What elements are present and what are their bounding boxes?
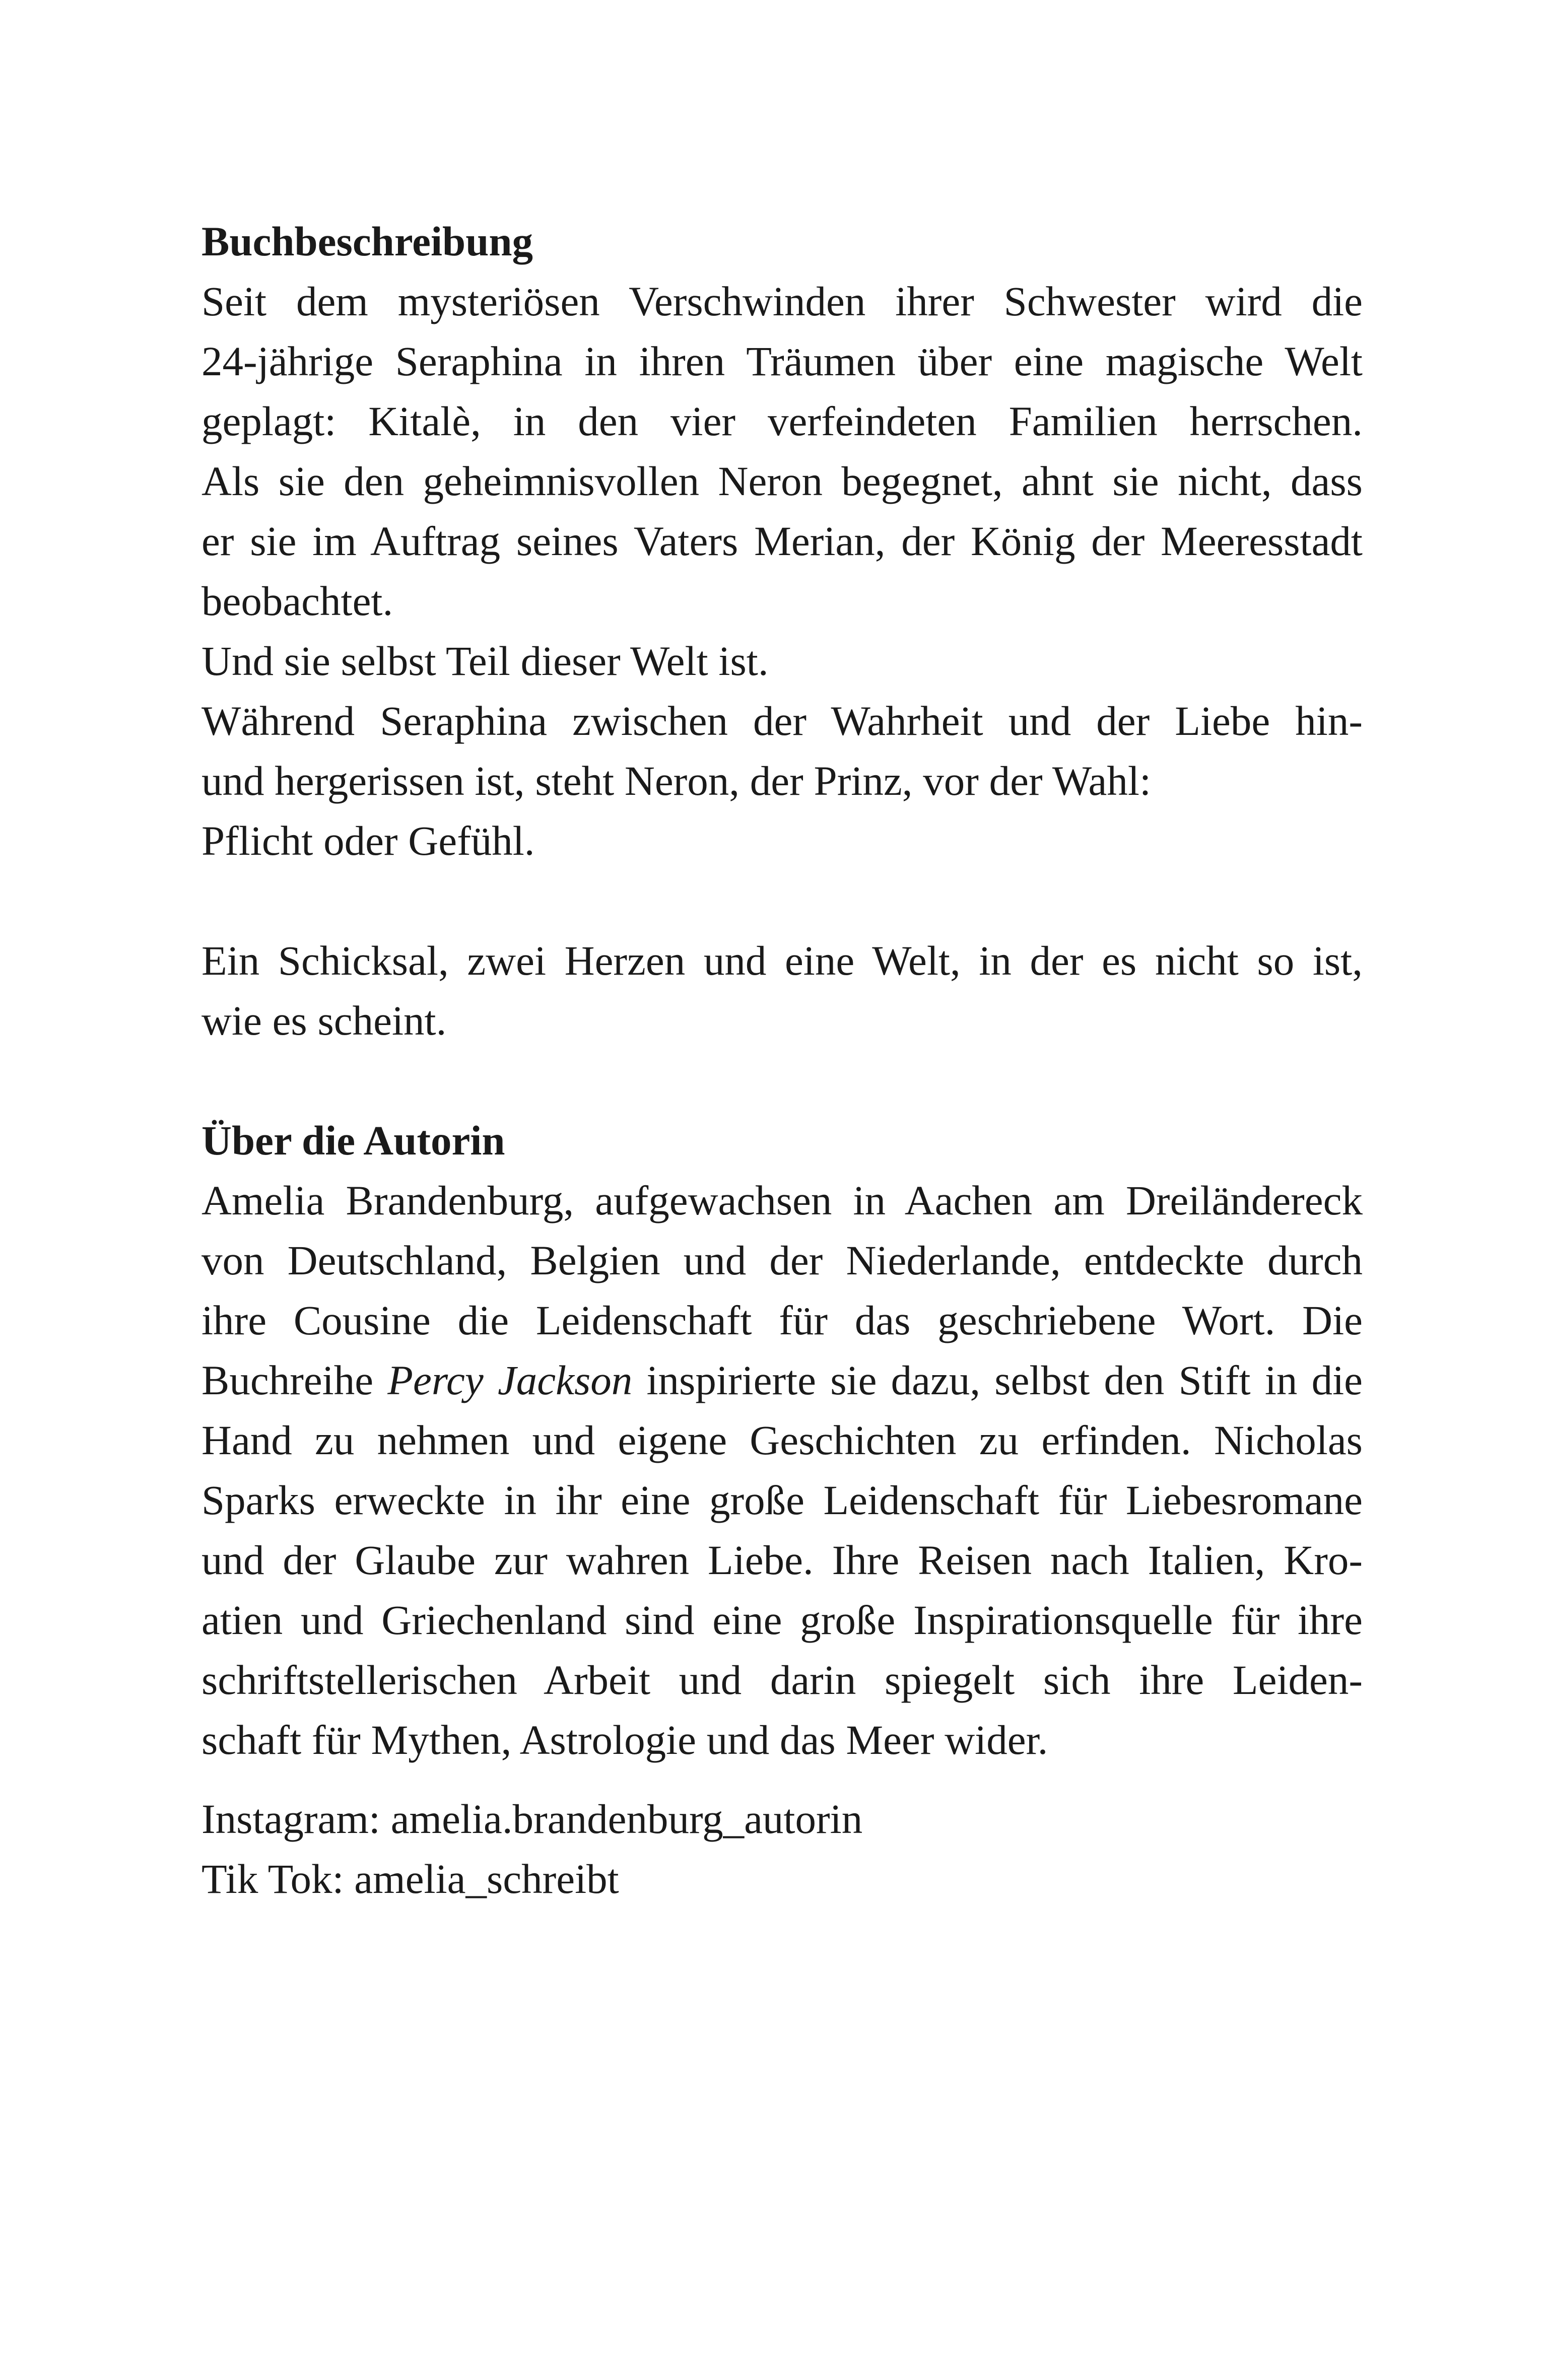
description-line-7: Und sie selbst Teil dieser Welt ist. [201,638,769,684]
author-line-1: Amelia Brandenburg, aufgewachsen in Aachen am Dreiländereck [201,1177,1363,1223]
author-line-4 [201,1350,1363,1410]
description-line-2: 24-jährige Seraphina in ihren Träumen über eine magische Welt [201,338,1363,384]
description-line-5: er sie im Auftrag seines Vaters Merian, der König der Meeresstadt [201,518,1363,564]
description-line-10: Pflicht oder Gefühl. [201,818,535,864]
instagram-handle: Instagram: amelia.brandenburg_autorin [201,1796,863,1842]
description-line-4: Als sie den geheimnisvollen Neron begegnet, ahnt sie nicht, dass [201,458,1363,504]
closing-line-2: wie es scheint. [201,997,447,1044]
section-spacer [201,1051,1363,1111]
tiktok-handle: Tik Tok: amelia_schreibt [201,1856,619,1902]
description-heading: Buchbeschreibung [201,218,533,264]
author-line-2: von Deutschland, Belgien und der Niederlande, entdeckte durch [201,1237,1363,1283]
author-line-4-before: Buchreihe [201,1357,388,1403]
description-line-9: und hergerissen ist, steht Neron, der Prinz, vor der Wahl: [201,758,1152,804]
description-line-6: beobachtet. [201,578,393,624]
paragraph-spacer [201,871,1363,931]
book-series-title: Percy Jackson [387,1357,633,1403]
author-line-8: atien und Griechenland sind eine große Inspirationsquelle für ihre [201,1597,1363,1643]
author-line-9: schriftstellerischen Arbeit und darin spiegelt sich ihre Leiden- [201,1657,1363,1703]
author-line-7: und der Glaube zur wahren Liebe. Ihre Reisen nach Italien, Kro- [201,1537,1363,1583]
author-line-3: ihre Cousine die Leidenschaft für das geschriebene Wort. Die [201,1297,1363,1343]
author-line-10: schaft für Mythen, Astrologie und das Meer wider. [201,1717,1048,1763]
social-spacer [201,1770,1363,1789]
author-line-5: Hand zu nehmen und eigene Geschichten zu erfinden. Nicholas [201,1417,1363,1463]
description-line-8: Während Seraphina zwischen der Wahrheit und der Liebe hin- [201,698,1363,744]
author-line-4-after: inspirierte sie dazu, selbst den Stift in die [632,1357,1363,1403]
page-content [201,212,1363,1909]
author-heading: Über die Autorin [201,1117,505,1164]
author-line-6: Sparks erweckte in ihr eine große Leidenschaft für Liebesromane [201,1477,1363,1523]
closing-line-1: Ein Schicksal, zwei Herzen und eine Welt, in der es nicht so ist, [201,937,1363,984]
description-line-1: Seit dem mysteriösen Verschwinden ihrer Schwester wird die [201,278,1363,324]
description-line-3: geplagt: Kitalè, in den vier verfeindeten Familien herrschen. [201,398,1363,444]
